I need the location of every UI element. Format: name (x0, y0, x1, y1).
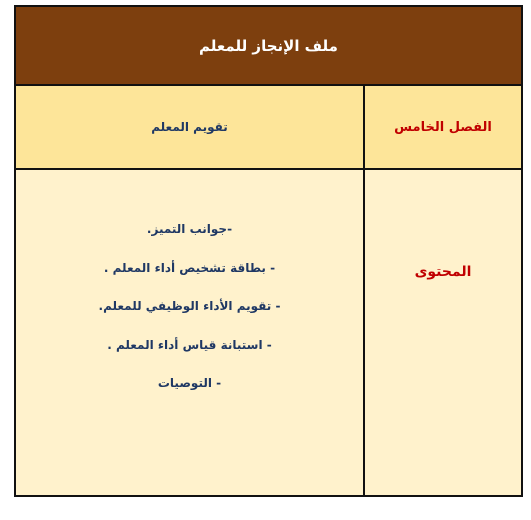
content-label: المحتوى (414, 264, 472, 280)
list-item: -جوانب التميز. (146, 222, 233, 236)
portfolio-table (14, 5, 523, 497)
chapter-label-cell (365, 86, 521, 168)
column-divider (363, 86, 365, 495)
chapter-row (16, 86, 521, 170)
page-title: ملف الإنجاز للمعلم (199, 36, 338, 55)
content-label-cell (365, 252, 521, 292)
chapter-label: الفصل الخامس (394, 119, 492, 135)
table-header (16, 7, 521, 86)
chapter-title-cell (16, 86, 363, 168)
content-list (16, 222, 363, 415)
list-item: - بطاقة تشخيص أداء المعلم . (103, 260, 276, 275)
chapter-title: تقويم المعلم (151, 120, 228, 134)
list-item: - التوصيات (157, 376, 222, 390)
list-item: - استبانة قياس أداء المعلم . (107, 337, 272, 352)
list-item: - تقويم الأداء الوظيفي للمعلم. (98, 299, 281, 313)
